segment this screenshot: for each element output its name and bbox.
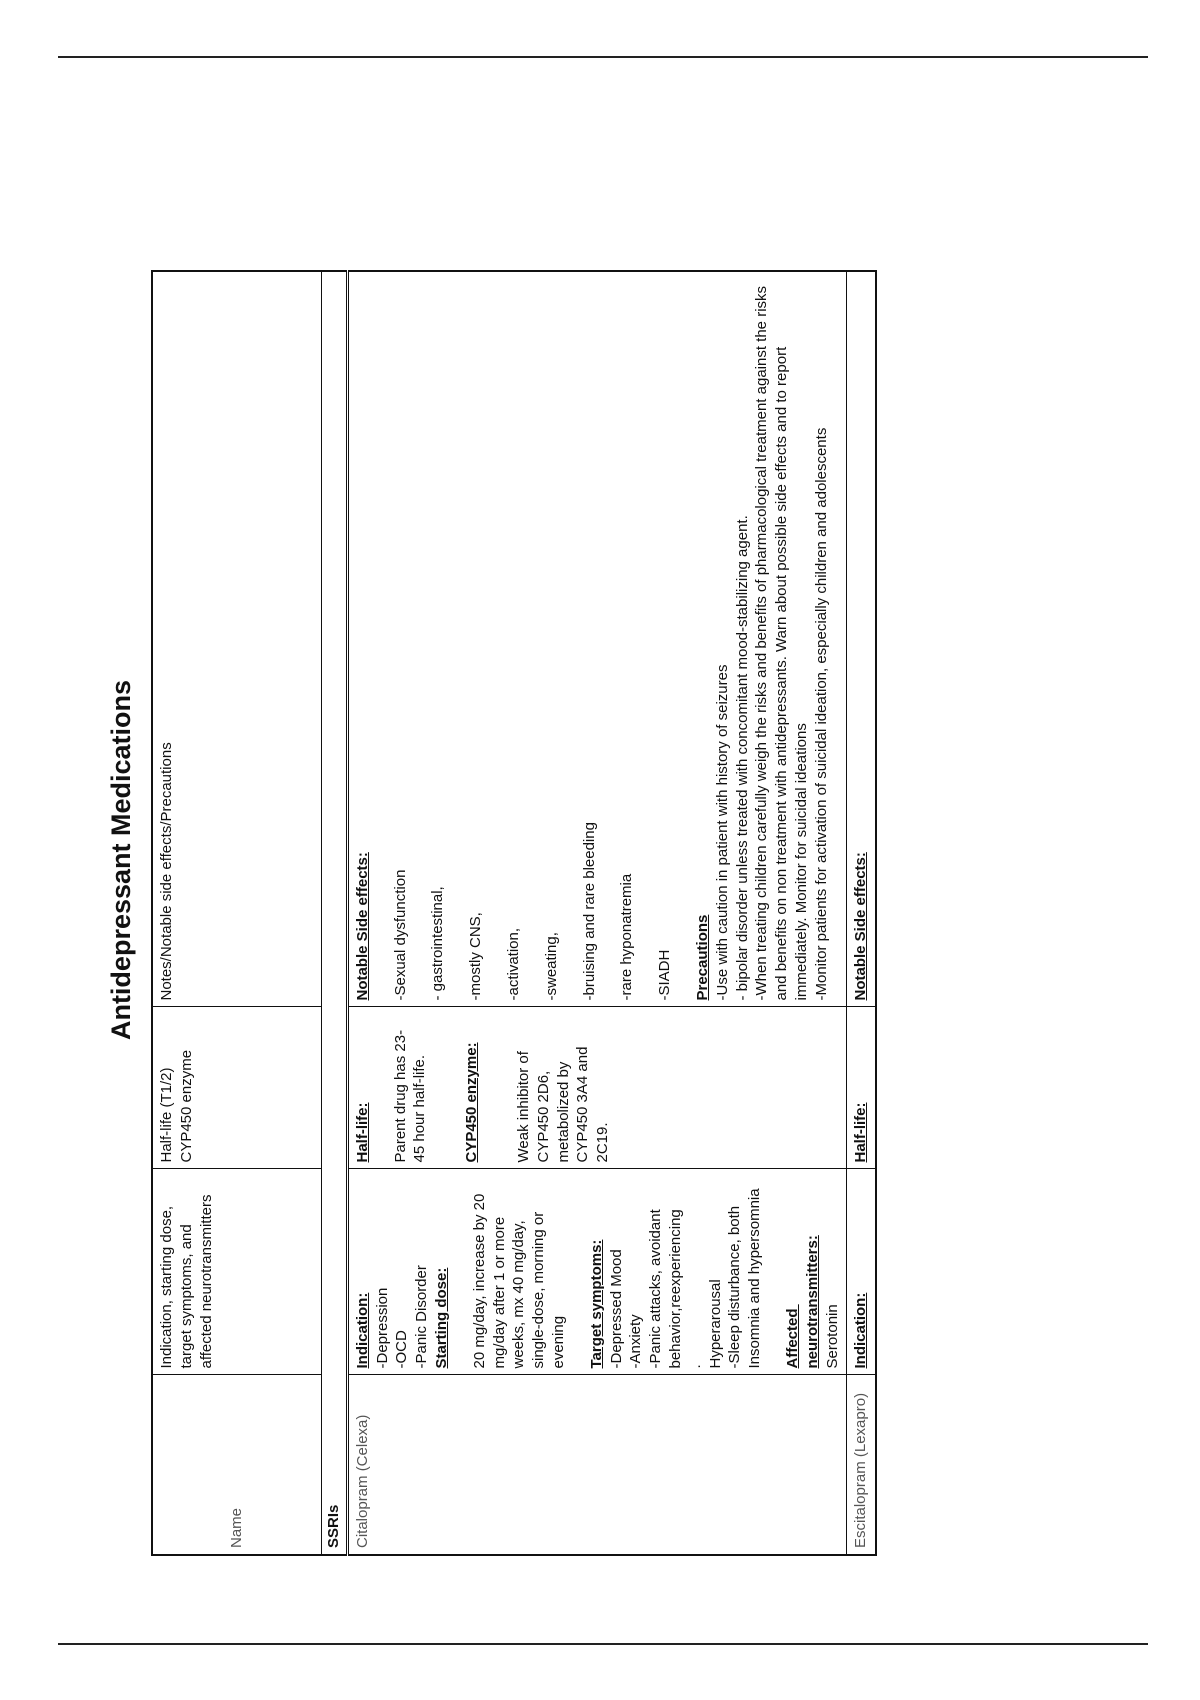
target-symptoms-label: Target symptoms:	[587, 1239, 605, 1369]
indication-label: Indication:	[353, 1292, 371, 1369]
drug-name: Escitalopram (Lexapro)	[847, 1375, 876, 1555]
header-row	[152, 271, 322, 1555]
neurotransmitters-label: Affected neurotransmitters:	[783, 1235, 821, 1369]
precaution-item: -Monitor patients for activation of suicidal ideation, especially children and adolescents	[812, 427, 830, 1001]
target-symptom: -Panic attacks, avoidant behavior,reexperiencing	[647, 1205, 684, 1369]
header-indication: Indication, starting dose, target symptoms, and affected neurotransmitters	[152, 1169, 322, 1375]
starting-dose: 20 mg/day, increase by 20 mg/day after 1 or more weeks, mx 40 mg/day, single-dose, morning or evening	[470, 1189, 567, 1369]
side-effect-item: -activation,	[504, 927, 522, 1001]
target-symptom: Hyperarousal	[706, 1279, 724, 1369]
table-row	[347, 271, 847, 1555]
notes-cell	[347, 271, 847, 1007]
halflife-cell	[847, 1007, 876, 1169]
indication-cell	[847, 1169, 876, 1375]
side-effect-item: -Sexual dysfunction	[391, 869, 409, 1001]
halflife-label: Half-life:	[353, 1102, 371, 1163]
side-effects-label: Notable Side effects:	[852, 852, 870, 1001]
side-effect-item: -mostly CNS,	[467, 912, 485, 1001]
indication-item: -Depression	[373, 1287, 391, 1369]
indication-item: -OCD	[393, 1330, 411, 1369]
halflife-value: Parent drug has 23-45 hour half-life.	[391, 1029, 429, 1163]
top-rule	[58, 56, 1148, 58]
precaution-item: -When treating children carefully weigh the risks and benefits of pharmacological treatment against the risks and benefits on non treatment with antidepressants. Warn about possible side effects and to report immediately. Monitor for suicidal ideations	[753, 281, 810, 1001]
indication-item: -Panic Disorder	[413, 1265, 431, 1369]
section-row	[322, 271, 348, 1555]
section-label: SSRIs	[322, 271, 348, 1555]
target-symptom: .	[686, 1364, 704, 1369]
target-symptom: -Depressed Mood	[607, 1249, 625, 1369]
medications-table	[151, 270, 877, 1556]
side-effect-item: - gastrointestinal,	[429, 886, 447, 1001]
notes-cell	[847, 271, 876, 1007]
header-notes: Notes/Notable side effects/Precautions	[152, 271, 322, 1007]
indication-cell	[347, 1169, 847, 1375]
halflife-label: Half-life:	[852, 1102, 870, 1163]
bottom-rule	[58, 1643, 1148, 1645]
side-effect-item: -rare hyponatremia	[618, 873, 636, 1001]
rotated-page	[78, 90, 1088, 1630]
side-effect-item: -sweating,	[542, 932, 560, 1001]
starting-dose-label: Starting dose:	[432, 1267, 450, 1369]
side-effect-item: -SIADH	[656, 949, 674, 1001]
header-halflife: Half-life (T1/2) CYP450 enzyme	[152, 1007, 322, 1169]
precaution-item: - bipolar disorder unless treated with concomitant mood-stabilizing agent.	[733, 515, 751, 1001]
precaution-item: -Use with caution in patient with history of seizures	[713, 664, 731, 1001]
halflife-cell	[347, 1007, 847, 1169]
header-name: Name	[152, 1375, 322, 1555]
neurotransmitters: Serotonin	[823, 1304, 841, 1369]
side-effect-item: -bruising and rare bleeding	[580, 822, 598, 1001]
table-row	[847, 271, 876, 1555]
target-symptom: -Sleep disturbance, both Insomnia and hypersomnia	[726, 1188, 764, 1369]
drug-name: Citalopram (Celexa)	[347, 1375, 847, 1555]
cyp-value: Weak inhibitor of CYP450 2D6, metabolized by CYP450 3A4 and 2C19.	[514, 1042, 612, 1163]
precautions-label: Precautions	[693, 914, 711, 1001]
document-title: Antidepressant Medications	[106, 679, 136, 1041]
target-symptom: -Anxiety	[627, 1314, 645, 1369]
side-effects-label: Notable Side effects:	[353, 852, 371, 1001]
indication-label: Indication:	[852, 1292, 870, 1369]
cyp-label: CYP450 enzyme:	[463, 1042, 481, 1163]
